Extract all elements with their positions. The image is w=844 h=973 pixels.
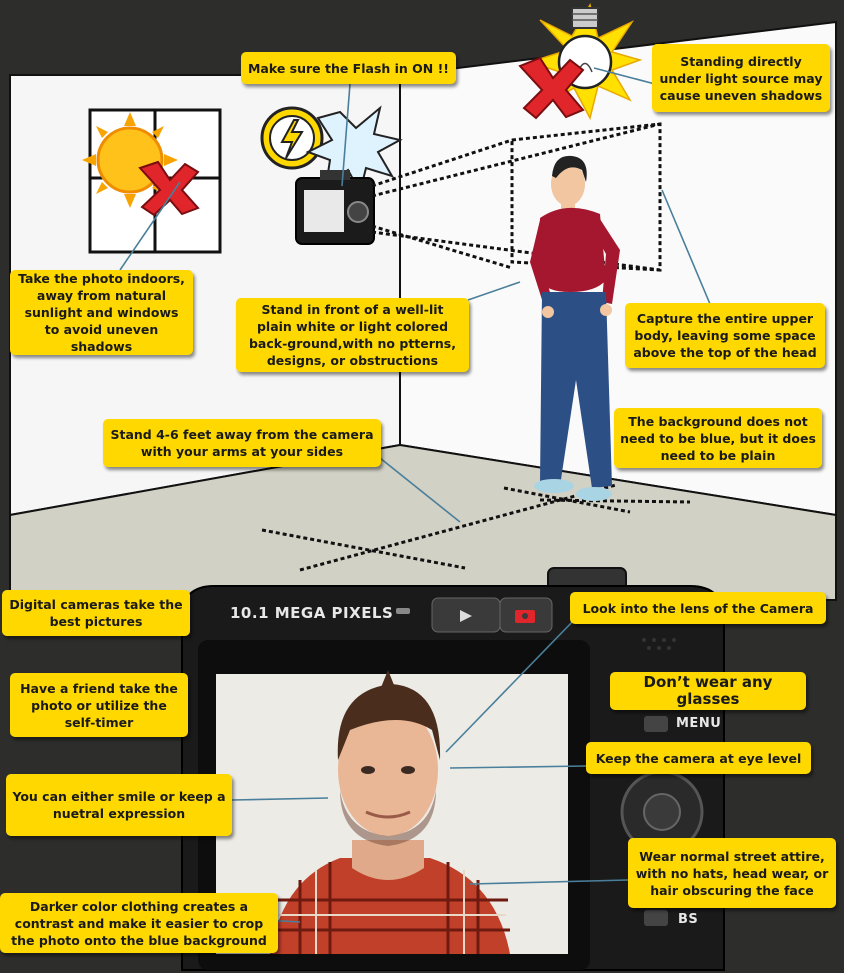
note-look-lens: Look into the lens of the Camera [570,592,826,624]
flash-icon [262,108,322,168]
note-not-blue: The background does not need to be blue, but it does need to be plain [614,408,822,468]
note-light-source: Standing directly under light source may cause uneven shadows [652,44,830,112]
note-upper-body: Capture the entire upper body, leaving some space above the top of the head [625,303,825,368]
note-expression: You can either smile or keep a nuetral expression [6,774,232,836]
note-indoors: Take the photo indoors, away from natural sunlight and windows to avoid uneven shadows [10,270,193,355]
bs-label: BS [678,912,699,927]
note-dark-clothing: Darker color clothing creates a contrast and make it easier to crop the photo onto the blue background [0,893,278,953]
note-eye-level: Keep the camera at eye level [586,742,811,774]
note-flash-on: Make sure the Flash in ON !! [241,52,456,84]
note-background-plain: Stand in front of a well-lit plain white or light colored back-ground,with no ptterns, designs, or obstructions [236,298,469,372]
note-friend-timer: Have a friend take the photo or utilize the self-timer [10,673,188,737]
note-distance: Stand 4-6 feet away from the camera with your arms at your sides [103,419,381,467]
menu-label: MENU [676,716,722,731]
note-attire: Wear normal street attire, with no hats, head wear, or hair obscuring the face [628,838,836,908]
camera-model-text: 10.1 MEGA PIXELS [230,604,394,622]
camera-icon [296,170,374,244]
note-digital-cameras: Digital cameras take the best pictures [2,590,190,636]
note-no-glasses: Don’t wear any glasses [610,672,806,710]
